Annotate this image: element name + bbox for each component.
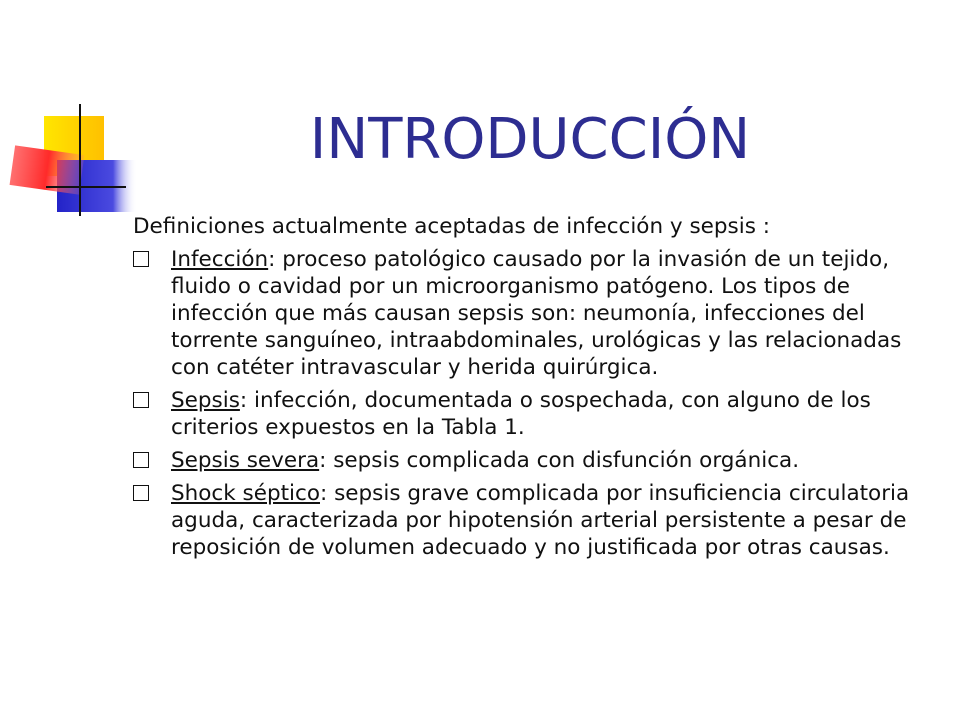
definition-item-sepsis [133,387,933,441]
definition-text: : infección, documentada o sospechada, con alguno de los criterios expuestos en la Tabla 1. [171,388,871,440]
checkbox-bullet-icon [133,480,171,507]
definition-item-sepsis-severa [133,447,933,474]
definition-text: : sepsis grave complicada por insuficiencia circulatoria aguda, caracterizada por hipotensión arterial persistente a pesar de reposición de volumen adecuado y no justificada por otras causas. [171,481,910,560]
definition-text: : proceso patológico causado por la invasión de un tejido, fluido o cavidad por un microorganismo patógeno. Los tipos de infección que más causan sepsis son: neumonía, infecciones del torrente sanguíneo, intraabdominales, urológicas y las relacionadas con catéter intravascular y herida quirúrgica. [171,247,902,380]
lead-text: Definiciones actualmente aceptadas de infección y sepsis : [133,214,771,239]
definition-item-shock-septico [133,480,933,561]
definition-term: Sepsis severa [171,448,320,473]
checkbox-bullet-icon [133,387,171,414]
slide-title: INTRODUCCIÓN [309,107,751,172]
definition-term: Sepsis [171,388,240,413]
definition-item-infeccion [133,246,933,381]
definition-text: : sepsis complicada con disfunción orgánica. [319,448,800,473]
checkbox-bullet-icon [133,246,171,273]
definition-term: Infección [171,247,269,272]
definition-term: Shock séptico [171,481,320,506]
slide-body [133,213,933,567]
decorative-squares-logo [0,0,140,230]
checkbox-bullet-icon [133,447,171,474]
